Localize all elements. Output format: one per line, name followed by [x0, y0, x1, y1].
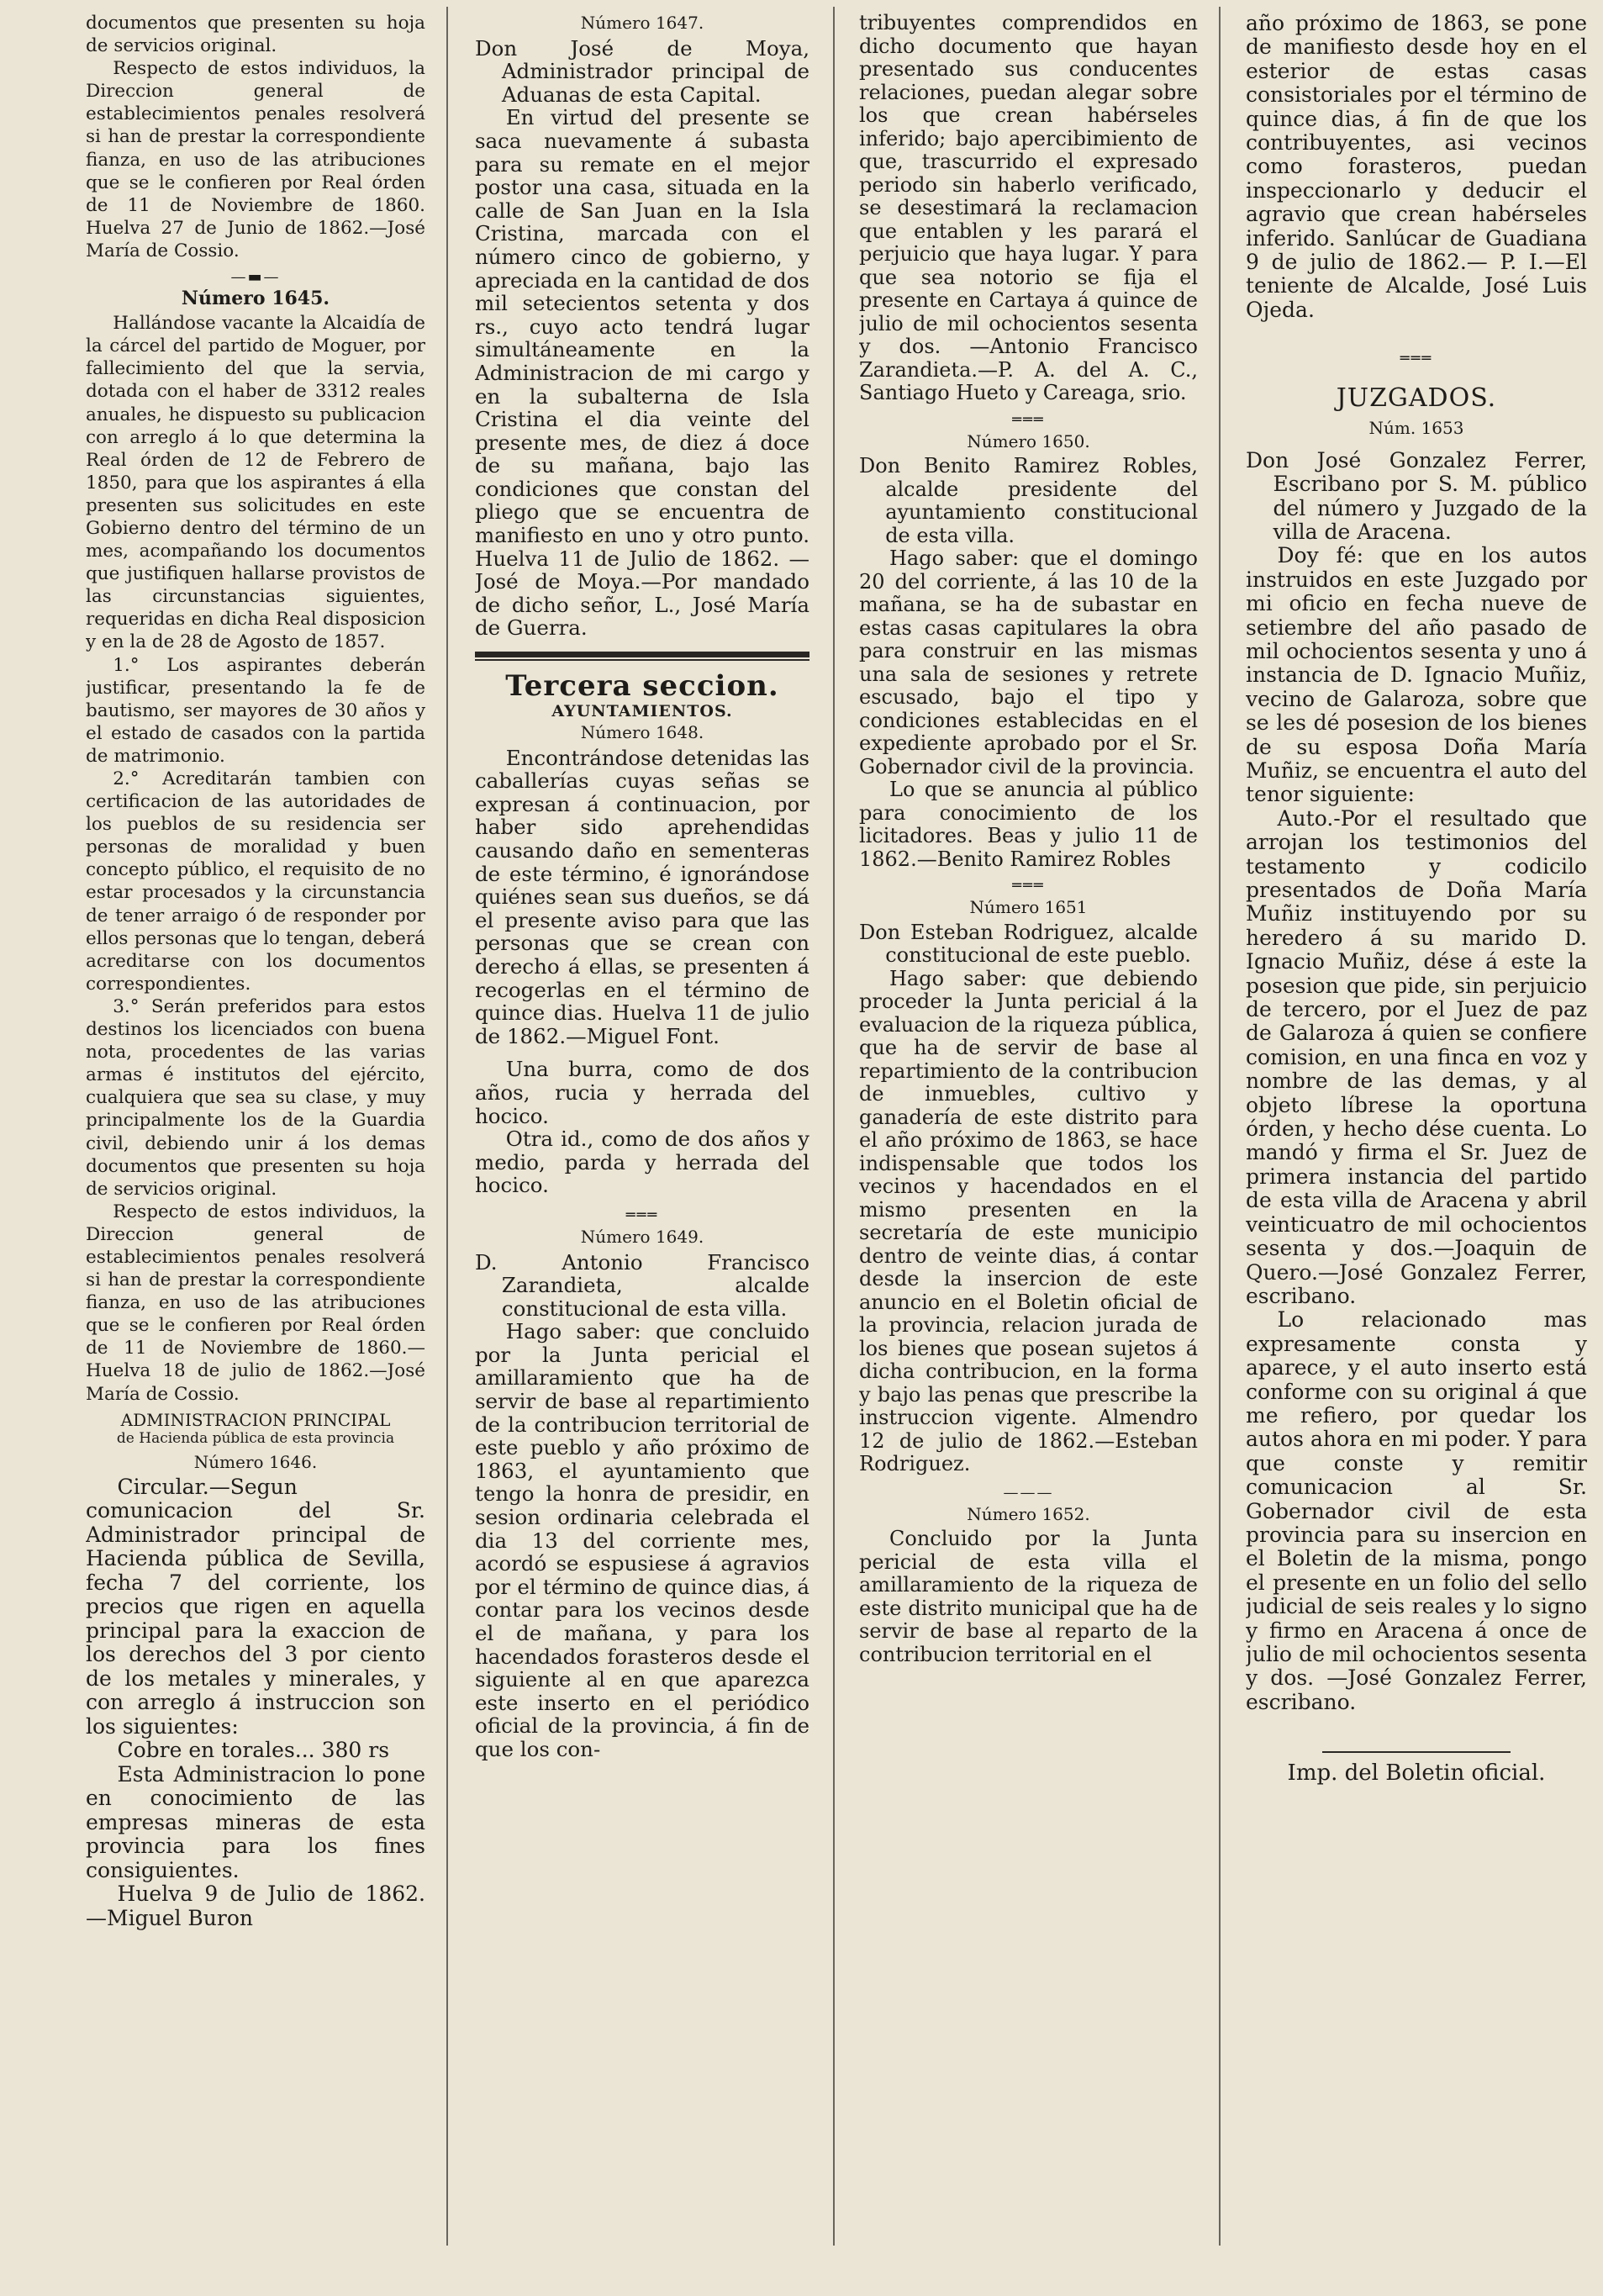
- paragraph: 1.° Los aspirantes deberán justificar, presentando la fe de bautismo, ser mayores de 30 años y el estado de casados con la partida de matrimonio.: [86, 654, 425, 767]
- notice-heading: Don José de Moya, Administrador principal de Aduanas de esta Capital.: [475, 35, 809, 107]
- section-subheading: AYUNTAMIENTOS.: [551, 702, 733, 721]
- paragraph: Una burra, como de dos años, rucia y herrada del hocico.: [475, 1057, 809, 1128]
- column-3: [859, 12, 1198, 2288]
- paragraph: Auto.-Por el resultado que arrojan los testimonios del testamento y codicilo presentados de Doña María Muñiz instituyendo por su heredero á su marido D. Ignacio Muñiz, dése á este la posesion que pide, sin perjuicio de tercero, por el Juez de paz de Galaroza á quien se confiere comision, en una finca en voz y nombre de las demas, y al objeto líbrese la oportuna órden, y hecho dése cuenta. Lo mandó y firma el Sr. Juez de primera instancia del partido de esta villa de Aracena y abril veinticuatro de mil ochocientos sesenta y dos.—Joaquin de Quero.—José Gonzalez Ferrer, escribano.: [1246, 805, 1587, 1308]
- notice-number: Número 1647.: [580, 13, 704, 33]
- paragraph: En virtud del presente se saca nuevamente á subasta para su remate en el mejor postor una casa, situada en la calle de San Juan en la Isla Cristina, marcada con el número cinco de gobierno, y apreciada en la cantidad de dos mil setecientos setenta y dos rs., cuyo acto tendrá lugar simultáneamente en la Administracion de mi cargo y en la subalterna de Isla Cristina el dia veinte del presente mes, de diez á doce de su mañana, bajo las condiciones que constan del pliego que se encuentra de manifiesto en uno y otro punto. Huelva 11 de Julio de 1862. —José de Moya.—Por mandado de dicho señor, L., José María de Guerra.: [475, 105, 809, 641]
- notice-number: Número 1645.: [181, 288, 330, 310]
- paragraph: documentos que presenten su hoja de servicios original.: [86, 13, 425, 57]
- notice-number: Número 1652.: [967, 1503, 1090, 1524]
- column-rule: [446, 7, 448, 2246]
- notice-number: Número 1651: [969, 897, 1088, 917]
- paragraph: Hallándose vacante la Alcaidía de la cárcel del partido de Moguer, por fallecimiento del que la servia, dotada con el haber de 3312 reales anuales, he dispuesto su publicacion con arreglo á lo que determina la Real órden de 12 de Febrero de 1850, para que los aspirantes á ella presenten sus solicitudes en este Gobierno dentro del término de un mes, acompañando los documentos que justifiquen hallarse provistos de las circunstancias siguientes, requeridas en dicha Real disposicion y en la de 28 de Agosto de 1857.: [86, 313, 425, 653]
- separator: ═══: [1012, 410, 1045, 429]
- notice-number: Número 1650.: [967, 430, 1090, 451]
- paragraph: Encontrándose detenidas las caballerías cuyas señas se expresan á continuacion, por haber sido aprehendidas causando daño en sementeras de este término, é ignorándose quiénes sean sus dueños, se dá el presente aviso para que las personas que se crean con derecho á ellas, se presenten á recogerlas en el término de quince dias. Huelva 11 de julio de 1862.—Miguel Font.: [475, 745, 809, 1048]
- notice-number: Número 1649.: [580, 1226, 704, 1247]
- section-rule: [475, 659, 809, 661]
- notice-number: Núm. 1653: [1368, 418, 1464, 439]
- separator: ═══: [1012, 877, 1045, 895]
- paragraph: 2.° Acreditarán tambien con certificacion de las autoridades de los pueblos de su residencia ser personas de moralidad y buen concepto público, el requisito de no estar procesados y la circunstancia de tener arraigo ó de responder por ellos personas que lo tengan, deberá acreditarse con los documentos correspondientes.: [86, 768, 425, 995]
- section-heading: ADMINISTRACION PRINCIPAL: [120, 1409, 391, 1430]
- paragraph: Lo que se anuncia al público para conocimiento de los licitadores. Beas y julio 11 de 1862.—Benito Ramirez Robles: [859, 778, 1198, 871]
- paragraph: Hago saber: que el domingo 20 del corriente, á las 10 de la mañana, se ha de subastar en estas casas capitulares la obra para construir en las mismas una sala de sesiones y retrete escusado, bajo el tipo y condiciones establecidas en el expediente aprobado por el Sr. Gobernador civil de la provincia.: [859, 546, 1198, 779]
- notice-number: Número 1648.: [580, 722, 704, 743]
- footer-rule: [1322, 1751, 1510, 1753]
- paragraph: tribuyentes comprendidos en dicho documento que hayan presentado sus conducentes relaciones, puedan alegar sobre los que crean habérseles inferido; bajo apercibimiento de que, trascurrido el expresado periodo sin haberlo verificado, se desestimará la reclamacion que entablen y les parará el perjuicio que haya lugar. Y para que sea notorio se fija el presente en Cartaya á quince de julio de mil ochocientos sesenta y dos. —Antonio Francisco Zarandieta.—P. A. del A. C., Santiago Hueto y Careaga, srio.: [859, 12, 1198, 404]
- paragraph: Concluido por la Junta pericial de esta villa el amillaramiento de la riqueza de este distrito municipal que ha de servir de base al reparto de la contribucion territorial en el: [859, 1527, 1198, 1666]
- notice-heading: Don Esteban Rodriguez, alcalde constitucional de este pueblo.: [859, 920, 1198, 967]
- paragraph: Esta Administracion lo pone en conocimiento de las empresas mineras de esta provincia para los fines consiguientes.: [86, 1761, 425, 1882]
- section-title: Tercera seccion.: [505, 669, 779, 704]
- paragraph: Hago saber: que concluido por la Junta pericial el amillaramiento que ha de servir de base al repartimiento de la contribucion territorial de este pueblo y año próximo de 1863, el ayuntamiento que tengo la honra de presidir, en sesion ordinaria celebrada el dia 13 del corriente mes, acordó se espusiese á agravios por el término de quince dias, á contar para los vecinos desde el de mañana, y para los hacendados forasteros desde el siguiente al en que aparezca este inserto en el periódico oficial de la provincia, á fin de que los con-: [475, 1319, 809, 1761]
- notice-heading: Don José Gonzalez Ferrer, Escribano por S. M. público del número y Juzgado de la villa de Aracena.: [1246, 447, 1587, 544]
- section-rule: [475, 652, 809, 657]
- paragraph: año próximo de 1863, se pone de manifiesto desde hoy en el esterior de estas casas consistoriales por el término de quince dias, á fin de que los contribuyentes, asi vecinos como forasteros, puedan inspeccionarlo y deducir el agravio que crean habérseles inferido. Sanlúcar de Guadiana 9 de julio de 1862.— P. I.—El teniente de Alcalde, José Luis Ojeda.: [1246, 12, 1587, 322]
- paragraph: 3.° Serán preferidos para estos destinos los licenciados con buena nota, procedentes de las varias armas é institutos del ejército, cualquiera que sea su clase, y muy principalmente los de la Guardia civil, debiendo unir á los demas documentos que presenten su hoja de servicios original.: [86, 995, 425, 1200]
- separator: ———: [1003, 1483, 1054, 1502]
- paragraph: Cobre en torales... 380 rs: [117, 1738, 390, 1763]
- column-4: [1246, 12, 1587, 2288]
- section-title: JUZGADOS.: [1336, 383, 1497, 414]
- printer-imprint: Imp. del Boletin oficial.: [1287, 1760, 1546, 1787]
- notice-heading: Don Benito Ramirez Robles, alcalde presidente del ayuntamiento constitucional de esta villa.: [859, 454, 1198, 547]
- paragraph: Respecto de estos individuos, la Direccion general de establecimientos penales resolverá si han de prestar la correspondiente fianza, en uso de las atribuciones que se le confieren por Real órden de 11 de Noviembre de 1860.—Huelva 18 de julio de 1862.—José María de Cossio.: [86, 1201, 425, 1405]
- notice-heading: D. Antonio Francisco Zarandieta, alcalde constitucional de esta villa.: [475, 1249, 809, 1321]
- column-rule: [1219, 7, 1221, 2246]
- separator: ═══: [1400, 350, 1433, 368]
- paragraph: Doy fé: que en los autos instruidos en este Juzgado por mi oficio en fecha nueve de setiembre del año pasado de mil ochocientos sesenta y uno á instancia de D. Ignacio Muñiz, vecino de Galaroza, sobre que se les dé posesion de los bienes de su esposa Doña María Muñiz, se encuentra el auto del tenor siguiente:: [1246, 543, 1587, 807]
- separator: —▬—: [230, 268, 281, 287]
- column-rule: [833, 7, 835, 2246]
- paragraph: Otra id., como de dos años y medio, parda y herrada del hocico.: [475, 1127, 809, 1198]
- paragraph: Lo relacionado mas expresamente consta y aparece, y el auto inserto está conforme con su original á que me refiero, por quedar los autos ahora en mi poder. Y para que conste y remitir comunicacion al Sr. Gobernador civil de esta provincia para su insercion en el Boletin de la misma, pongo el presente en un folio del sello judicial de seis reales y lo signo y firmo en Aracena á once de julio de mil ochocientos sesenta y dos. —José Gonzalez Ferrer, escribano.: [1246, 1307, 1587, 1714]
- column-2: [475, 12, 809, 2288]
- paragraph: Circular.—Segun comunicacion del Sr. Administrador principal de Hacienda pública de Sevilla, fecha 7 del corriente, los precios que rigen en aquella principal para la exaccion de los derechos del 3 por ciento de los metales y minerales, y con arreglo á instruccion son los siguientes:: [86, 1474, 425, 1739]
- separator: ═══: [625, 1206, 659, 1224]
- column-1: [86, 12, 425, 2288]
- section-subheading: de Hacienda pública de esta provincia: [116, 1429, 395, 1447]
- notice-number: Número 1646.: [193, 1451, 318, 1472]
- paragraph: Hago saber: que debiendo proceder la Junta pericial á la evaluacion de la riqueza pública, que ha de servir de base al repartimiento de la contribucion de inmuebles, cultivo y ganadería de este distrito para el año próximo de 1863, se hace indispensable que todos los vecinos y hacendados en el mismo presenten en la secretaría de este municipio dentro de veinte dias, á contar desde la insercion de este anuncio en el Boletin oficial de la provincia, relacion jurada de los bienes que posean sujetos á dicha contribucion, en la forma y bajo las penas que prescribe la instruccion vigente. Almendro 12 de julio de 1862.—Esteban Rodriguez.: [859, 966, 1198, 1475]
- paragraph: Huelva 9 de Julio de 1862. —Miguel Buron: [86, 1882, 425, 1930]
- paragraph: Respecto de estos individuos, la Direccion general de establecimientos penales resolverá si han de prestar la correspondiente fianza, en uso de las atribuciones que se le confieren por Real órden de 11 de Noviembre de 1860. Huelva 27 de Junio de 1862.—José María de Cossio.: [86, 58, 425, 261]
